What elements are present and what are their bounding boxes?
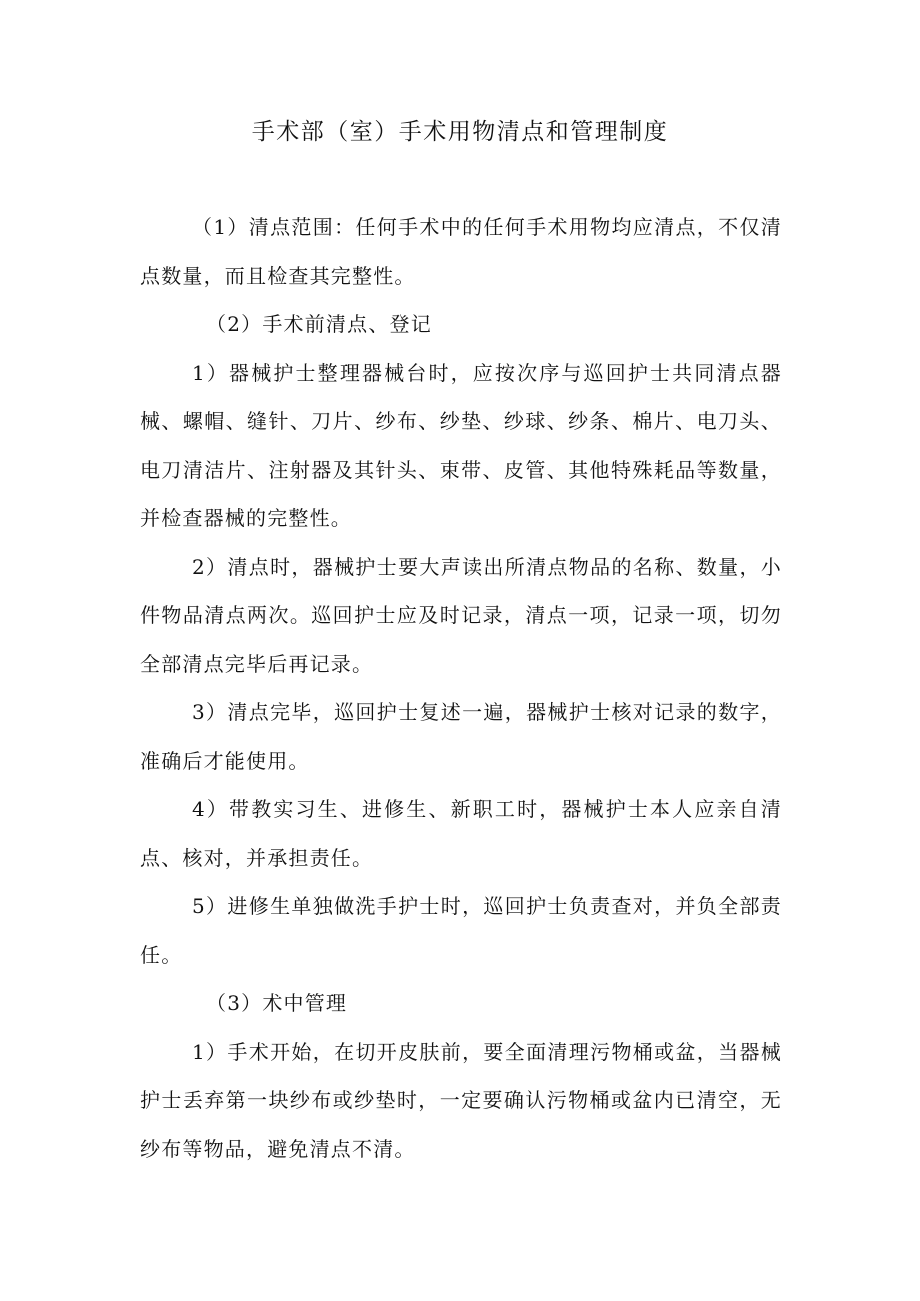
document-title: 手术部（室）手术用物清点和管理制度	[251, 119, 669, 145]
paragraph-scope: （1）清点范围：任何手术中的任何手术用物均应清点，不仅清点数量，而且检查其完整性。	[140, 215, 782, 288]
paragraph-preop-2: 2）清点时，器械护士要大声读出所清点物品的名称、数量，小件物品清点两次。巡回护士应及时记录，清点一项，记录一项，切勿全部清点完毕后再记录。	[140, 554, 782, 676]
paragraph-intraop-1: 1）手术开始，在切开皮肤前，要全面清理污物桶或盆，当器械护士丢弃第一块纱布或纱垫时，一定要确认污物桶或盆内已清空，无纱布等物品，避免清点不清。	[140, 1039, 782, 1161]
paragraph-preop-1: 1）器械护士整理器械台时，应按次序与巡回护士共同清点器械、螺帽、缝针、刀片、纱布、纱垫、纱球、纱条、棉片、电刀头、电刀清洁片、注射器及其针头、束带、皮管、其他特殊耗品等数量，并检查器械的完整性。	[140, 360, 782, 530]
paragraph-preop-3: 3）清点完毕，巡回护士复述一遍，器械护士核对记录的数字，准确后才能使用。	[140, 700, 782, 773]
document-body	[140, 203, 782, 1173]
section-heading-intraop: （3）术中管理	[206, 991, 348, 1015]
paragraph-preop-4: 4）带教实习生、进修生、新职工时，器械护士本人应亲自清点、核对，并承担责任。	[140, 797, 782, 870]
section-heading-preop: （2）手术前清点、登记	[206, 312, 432, 336]
paragraph-preop-5: 5）进修生单独做洗手护士时，巡回护士负责查对，并负全部责任。	[140, 894, 782, 967]
